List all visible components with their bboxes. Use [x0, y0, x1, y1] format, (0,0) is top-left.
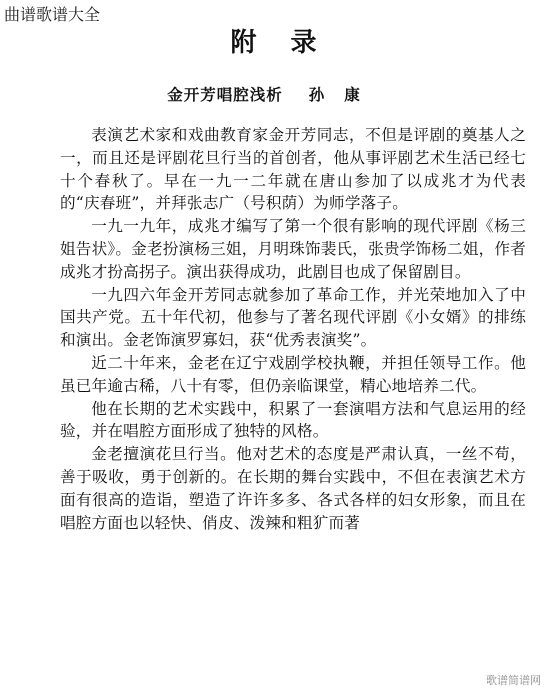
- article-subtitle: [0, 83, 547, 105]
- paragraph: 一九一九年，成兆才编写了第一个很有影响的现代评剧《杨三姐告状》。金老扮演杨三姐，月明珠饰裴氏，张贵学饰杨二姐，作者成兆才扮高拐子。演出获得成功，此剧目也成了保留剧目。: [60, 217, 527, 281]
- paragraph: 他在长期的艺术实践中，积累了一套演唱方法和气息运用的经验，并在唱腔方面形成了独特的风格。: [60, 399, 526, 441]
- paragraph: 表演艺术家和戏曲教育家金开芳同志，不但是评剧的奠基人之一，而且还是评剧花旦行当的首创者，他从事评剧艺术生活已经七十个春秋了。早在一九一二年就在唐山参加了以成兆才为代表的“庆春班”，并拜张志广（号积荫）为师学落子。: [60, 126, 526, 213]
- appendix-heading: 附录: [230, 28, 351, 58]
- paragraph: 近二十年来，金老在辽宁戏剧学校执鞭，并担任领导工作。他虽已年逾古稀，八十有零，但仍亲临课堂，精心地培养二代。: [60, 353, 526, 395]
- paragraph: 金老擅演花旦行当。他对艺术的态度是严肃认真，一丝不苟，善于吸收，勇于创新的。在长期的舞台实践中，不但在表演艺术方面有很高的造诣，塑造了许许多多、各式各样的妇女形象，而且在唱腔方面也以轻快、俏皮、泼辣和粗犷而著: [60, 445, 526, 532]
- site-watermark: 歌谱简谱网: [486, 674, 541, 687]
- site-tag: 曲谱歌谱大全: [4, 5, 101, 24]
- article-author: 孙康: [308, 86, 380, 104]
- article-title: 金开芳唱腔浅析: [167, 86, 283, 104]
- paragraph: 一九四六年金开芳同志就参加了革命工作，并光荣地加入了中国共产党。五十年代初，他参与了著名现代评剧《小女婿》的排练和演出。金老饰演罗寡妇，获“优秀表演奖”。: [60, 285, 526, 350]
- article-body: [60, 124, 526, 534]
